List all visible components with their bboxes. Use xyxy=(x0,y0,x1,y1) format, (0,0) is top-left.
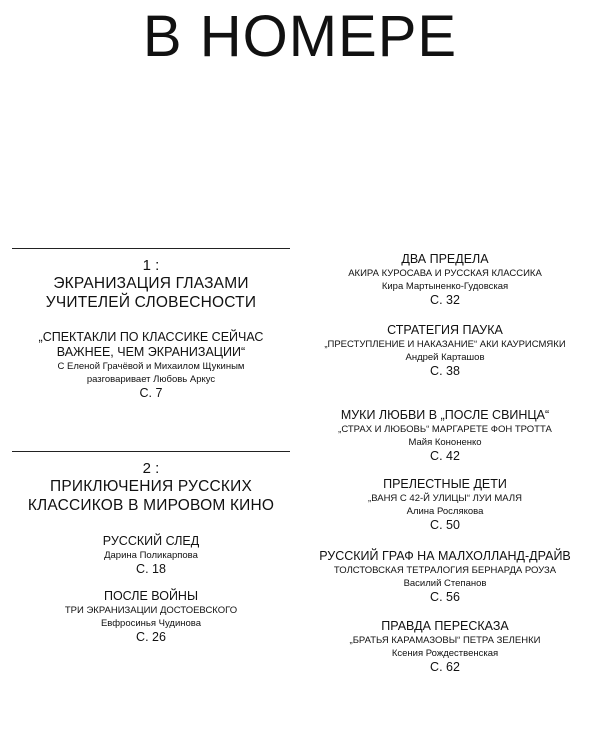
article-author: Евфросинья Чудинова xyxy=(100,618,202,629)
section-number: 1 : xyxy=(142,257,160,274)
article-title: МУКИ ЛЮБВИ В „ПОСЛЕ СВИНЦА“ xyxy=(340,408,550,422)
section-divider xyxy=(12,248,290,249)
article-subtitle: АКИРА КУРОСАВА И РУССКАЯ КЛАССИКА xyxy=(348,268,542,279)
article[interactable] xyxy=(300,252,590,307)
article-author: Ксения Рождественская xyxy=(391,648,499,659)
article-subtitle: „БРАТЬЯ КАРАМАЗОВЫ“ ПЕТРА ЗЕЛЕНКИ xyxy=(349,635,541,646)
article-page: С. 38 xyxy=(430,364,460,378)
article-title: ПРАВДА ПЕРЕСКАЗА xyxy=(381,619,509,633)
article-page: С. 50 xyxy=(430,518,460,532)
section-title-line: ПРИКЛЮЧЕНИЯ РУССКИХ xyxy=(49,478,252,495)
article-title: РУССКИЙ СЛЕД xyxy=(102,534,200,548)
article-subtitle: „СТРАХ И ЛЮБОВЬ“ МАРГАРЕТЕ ФОН ТРОТТА xyxy=(338,424,552,435)
article[interactable] xyxy=(300,477,590,532)
article[interactable] xyxy=(12,589,290,644)
article[interactable] xyxy=(300,549,590,604)
article-title-line: „СПЕКТАКЛИ ПО КЛАССИКЕ СЕЙЧАС xyxy=(38,330,264,344)
article-subtitle: ТРИ ЭКРАНИЗАЦИИ ДОСТОЕВСКОГО xyxy=(64,605,238,616)
article-subtitle: ТОЛСТОВСКАЯ ТЕТРАЛОГИЯ БЕРНАРДА РОУЗА xyxy=(333,565,557,576)
article-title: СТРАТЕГИЯ ПАУКА xyxy=(387,323,503,337)
section-divider xyxy=(12,451,290,452)
article-subtitle: „ВАНЯ С 42-Й УЛИЦЫ“ ЛУИ МАЛЯ xyxy=(368,493,522,504)
article-author: Майя Кононенко xyxy=(408,437,482,448)
article-title: ДВА ПРЕДЕЛА xyxy=(401,252,489,266)
section-title-line: УЧИТЕЛЕЙ СЛОВЕСНОСТИ xyxy=(45,294,257,311)
article-author: Андрей Карташов xyxy=(405,352,485,363)
article-page: С. 32 xyxy=(430,293,460,307)
section-1 xyxy=(12,248,290,400)
article-title-line: ВАЖНЕЕ, ЧЕМ ЭКРАНИЗАЦИИ“ xyxy=(56,345,246,359)
article-author-line: разговаривает Любовь Аркус xyxy=(86,374,216,385)
article-author: Кира Мартыненко-Гудовская xyxy=(381,281,509,292)
article-subtitle: „ПРЕСТУПЛЕНИЕ И НАКАЗАНИЕ“ АКИ КАУРИСМЯКИ xyxy=(324,339,566,350)
article-page: С. 18 xyxy=(136,562,166,576)
section-2 xyxy=(12,451,290,644)
article-page: С. 56 xyxy=(430,590,460,604)
article-page: С. 7 xyxy=(139,386,163,400)
section-title-line: ЭКРАНИЗАЦИЯ ГЛАЗАМИ xyxy=(53,275,249,292)
section-title-line: КЛАССИКОВ В МИРОВОМ КИНО xyxy=(27,497,275,514)
article-title: РУССКИЙ ГРАФ НА МАЛХОЛЛАНД-ДРАЙВ xyxy=(319,549,571,563)
article-author-line: С Еленой Грачёвой и Михаилом Щукиным xyxy=(57,361,245,372)
article-author: Василий Степанов xyxy=(403,578,487,589)
article-author: Алина Рослякова xyxy=(406,506,484,517)
section-number: 2 : xyxy=(142,460,160,477)
article-title: ПРЕЛЕСТНЫЕ ДЕТИ xyxy=(383,477,507,491)
article[interactable] xyxy=(300,619,590,674)
article[interactable] xyxy=(300,323,590,378)
article-page: С. 62 xyxy=(430,660,460,674)
article-page: С. 42 xyxy=(430,449,460,463)
article-page: С. 26 xyxy=(136,630,166,644)
article-title: ПОСЛЕ ВОЙНЫ xyxy=(103,589,199,603)
page-title: В НОМЕРЕ xyxy=(142,4,458,69)
article[interactable] xyxy=(12,534,290,576)
article[interactable] xyxy=(300,408,590,463)
article-author: Дарина Поликарпова xyxy=(104,550,198,561)
article[interactable] xyxy=(12,330,290,400)
